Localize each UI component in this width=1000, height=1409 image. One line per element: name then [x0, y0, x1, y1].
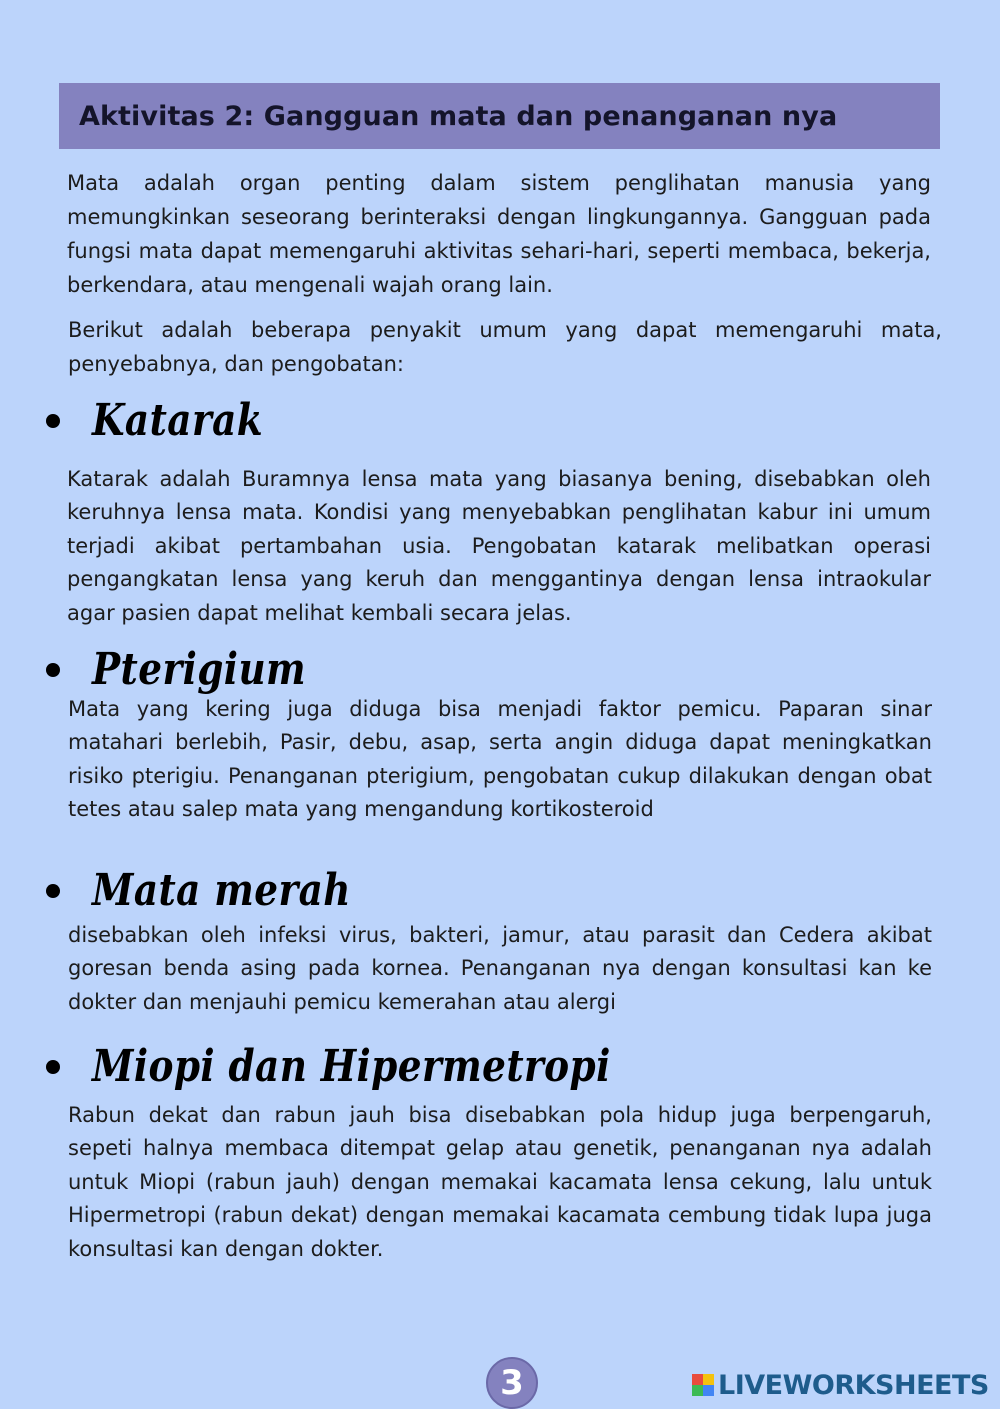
intro-list-lead: Berikut adalah beberapa penyakit umum yang dapat memengaruhi mata, penyebabnya, dan pengobatan:	[68, 318, 942, 376]
intro-paragraph: Mata adalah organ penting dalam sistem penglihatan manusia yang memungkinkan seseorang berinteraksi dengan lingkungannya. Gangguan pada fungsi mata dapat memengaruhi aktivitas sehari-hari, seperti membaca, bekerja, berkendara, atau mengenali wajah orang lain.	[67, 171, 931, 297]
section-title: Katarak	[92, 395, 264, 446]
bullet-icon	[46, 1060, 60, 1074]
section-title: Mata merah	[92, 865, 351, 916]
bullet-icon	[46, 414, 60, 428]
title-bar	[59, 83, 940, 149]
brand-text: LIVEWORKSHEETS	[718, 1369, 989, 1401]
page-number-badge	[486, 1357, 538, 1409]
section-body-pterigium: Mata yang kering juga diduga bisa menjadi faktor pemicu. Paparan sinar matahari berlebih, Pasir, debu, asap, serta angin diduga dapat meningkatkan risiko pterigiu. Penanganan pterigium, pengobatan cukup dilakukan dengan obat tetes atau salep mata yang mengandung kortikosteroid	[68, 697, 932, 822]
section-title: Miopi dan Hipermetropi	[92, 1041, 611, 1092]
page-number: 3	[500, 1363, 524, 1403]
section-body-miopi: Rabun dekat dan rabun jauh bisa disebabkan pola hidup juga berpengaruh, sepeti halnya membaca ditempat gelap atau genetik, penanganan nya adalah untuk Miopi (rabun jauh) dengan memakai kacamata lensa cekung, lalu untuk Hipermetropi (rabun dekat) dengan memakai kacamata cembung tidak lupa juga konsultasi kan dengan dokter.	[68, 1103, 932, 1261]
section-heading-katarak	[46, 395, 293, 446]
bullet-icon	[46, 663, 60, 677]
section-title: Pterigium	[92, 644, 307, 695]
section-heading-miopi	[46, 1041, 702, 1092]
bullet-icon	[46, 884, 60, 898]
liveworksheets-brand[interactable]	[692, 1367, 989, 1403]
section-heading-mata-merah	[46, 865, 397, 916]
section-heading-pterigium	[46, 644, 344, 695]
liveworksheets-logo-icon	[692, 1374, 714, 1396]
section-body-mata-merah: disebabkan oleh infeksi virus, bakteri, jamur, atau parasit dan Cedera akibat goresan benda asing pada kornea. Penanganan nya dengan konsultasi kan ke dokter dan menjauhi pemicu kemerahan atau alergi	[68, 923, 932, 1014]
section-body-katarak: Katarak adalah Buramnya lensa mata yang biasanya bening, disebabkan oleh keruhnya lensa mata. Kondisi yang menyebabkan penglihatan kabur ini umum terjadi akibat pertambahan usia. Pengobatan katarak melibatkan operasi pengangkatan lensa yang keruh dan menggantinya dengan lensa intraokular agar pasien dapat melihat kembali secara jelas.	[67, 467, 931, 625]
page-title: Aktivitas 2: Gangguan mata dan penanganan nya	[79, 100, 838, 132]
